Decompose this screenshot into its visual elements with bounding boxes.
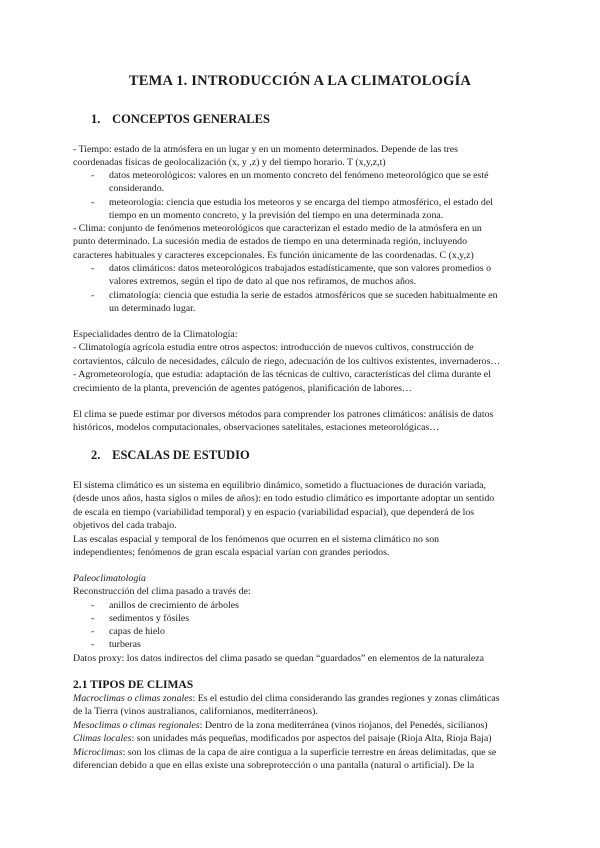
section-1-heading: [91, 112, 270, 127]
paleo-list-item: [91, 625, 531, 638]
text-line: anillos de crecimiento de árboles: [109, 600, 239, 611]
term: Microclimas: [73, 746, 123, 758]
text-line: tiempo en un momento concreto, y la previsión del tiempo en una determinada zona.: [109, 210, 444, 222]
section-2-heading: [91, 448, 250, 463]
term: Mesoclimas o climas regionales: [73, 719, 200, 731]
bullet-item: [91, 169, 531, 196]
section-title: ESCALAS DE ESTUDIO: [112, 448, 250, 462]
definition: : son unidades más pequeñas, modificados por aspectos del paisaje (Rioja Alta, Rioja Baja): [131, 733, 492, 745]
proxy-paragraph: [73, 652, 529, 665]
bullet-item: [91, 289, 531, 316]
term: Climas locales: [73, 733, 132, 745]
text-line: El sistema climático es un sistema en equilibrio dinámico, sometido a fluctuaciones de duración variada,: [73, 480, 486, 491]
text-line: datos meteorológicos: valores en un momento concreto del fenómeno meteorológico que se esté: [109, 170, 489, 181]
paleo-list-item: [91, 612, 531, 625]
text-line: objetivos del cada trabajo.: [73, 520, 177, 532]
text-line: capas de hielo: [109, 626, 165, 637]
paleo-list-item: [91, 638, 531, 651]
text-line: (desde unos años, hasta siglos o miles de años): en todo estudio climático es importante adoptar un sentido: [73, 493, 495, 505]
paleo-block: [73, 572, 529, 599]
paleo-title: Paleoclimatología: [73, 573, 146, 584]
text-line: turberas: [109, 639, 141, 650]
text-line: - Agrometeorología, que estudia: adaptación de las técnicas de cultivo, características del clima durante el: [73, 369, 491, 381]
text-line: Especialidades dentro de la Climatología:: [73, 329, 238, 340]
paleo-text: Reconstrucción del clima pasado a través de:: [73, 586, 251, 598]
dash-bullet: -: [91, 600, 95, 611]
text-line: coordenadas físicas de geolocalización (x, y ,z) y del tiempo horario. T (x,y,z,t): [73, 157, 386, 169]
text-line: históricos, modelos computacionales, observaciones satelitales, estaciones meteorológicas…: [73, 422, 440, 434]
text-line: Las escalas espacial y temporal de los fenómenos que ocurren en el sistema climático no son: [73, 533, 440, 545]
text-line: meteorología: ciencia que estudia los meteoros y se encarga del tiempo atmosférico, el estado del: [109, 197, 493, 208]
text-line: sedimentos y fósiles: [109, 613, 190, 624]
text-line: - Tiempo: estado de la atmósfera en un lugar y en un momento determinados. Depende de las tres: [73, 144, 459, 155]
text-line: considerando.: [109, 183, 165, 195]
especialidades-paragraph: [73, 328, 529, 395]
text-line: diferencian debido a que en ellas existe una sobreprotección o una pantalla (natural o artificial). De la: [73, 760, 475, 772]
paleo-list-item: [91, 599, 531, 612]
definition: : son los climas de la capa de aire contigua a la superficie terrestre en áreas delimitadas, que se: [122, 746, 497, 758]
bullet-item: [91, 262, 531, 289]
text-line: [73, 719, 529, 732]
text-line: crecimiento de la planta, prevención de agentes patógenos, planificación de labores…: [73, 382, 412, 394]
text-line: de la Tierra (vinos australianos, californianos, mediterráneos).: [73, 706, 318, 718]
text-line: datos climáticos: datos meteorológicos trabajados estadísticamente, que son valores promedios o: [109, 263, 492, 274]
text-line: Datos proxy: los datos indirectos del clima pasado se quedan “guardados” en elementos de la naturaleza: [73, 653, 485, 664]
definition: : Dentro de la zona mediterránea (vinos riojanos, del Penedés, sicilianos): [199, 719, 488, 731]
tiempo-paragraph: [73, 143, 529, 170]
text-line: [73, 746, 529, 759]
metodos-paragraph: [73, 408, 529, 435]
dash-bullet: -: [91, 197, 95, 208]
text-line: - Clima: conjunto de fenómenos meteorológicos que caracterizan el estado medio de la atmósfera en un: [73, 223, 482, 234]
text-line: [73, 692, 529, 705]
text-line: independientes; fenómenos de gran escala espacial varían con grandes periodos.: [73, 547, 390, 559]
document-title: TEMA 1. INTRODUCCIÓN A LA CLIMATOLOGÍA: [128, 73, 472, 89]
text-line: un determinado lugar.: [109, 303, 196, 315]
dash-bullet: -: [91, 613, 95, 624]
section-number: 2.: [91, 448, 101, 462]
section-number: 1.: [91, 112, 101, 126]
text-line: [73, 732, 529, 745]
text-line: punto determinado. La sucesión media de estados de tiempo en una determinada región, incluyendo: [73, 236, 468, 248]
text-line: - Climatología agrícola estudia entre otros aspectos: introducción de nuevos cultivos, construcción de: [73, 342, 474, 354]
definition: : Es el estudio del clima considerando las grandes regiones y zonas climáticas: [192, 693, 500, 704]
clima-paragraph: [73, 222, 529, 262]
text-line: cortavientos, cálculo de necesidades, cálculo de riego, adecuación de los cultivos existentes, invernaderos…: [73, 355, 501, 367]
term: Macroclimas o climas zonales: [73, 693, 193, 704]
text-line: El clima se puede estimar por diversos métodos para comprender los patrones climáticos: análisis de datos: [73, 409, 494, 420]
text-line: climatología: ciencia que estudia la serie de estados atmosféricos que se suceden habitualmente en: [109, 290, 498, 301]
text-line: valores extremos, según el tipo de dato al que nos refiramos, de muchos años.: [109, 276, 417, 288]
dash-bullet: -: [91, 263, 95, 274]
tipos-clima-paragraph: [73, 692, 529, 772]
section-title: CONCEPTOS GENERALES: [112, 112, 270, 126]
text-line: caracteres habituales y caracteres excepcionales. Es función únicamente de las coordenadas. C (x,y,z): [73, 249, 474, 261]
subsection-heading: 2.1 TIPOS DE CLIMAS: [73, 678, 194, 691]
dash-bullet: -: [91, 290, 95, 301]
bullet-item: [91, 196, 531, 223]
dash-bullet: -: [91, 639, 95, 650]
text-line: de escala en tiempo (variabilidad temporal) y en espacio (variabilidad espacial), que dependerá de los: [73, 506, 475, 518]
escalas-paragraph: [73, 479, 529, 559]
dash-bullet: -: [91, 170, 95, 181]
dash-bullet: -: [91, 626, 95, 637]
